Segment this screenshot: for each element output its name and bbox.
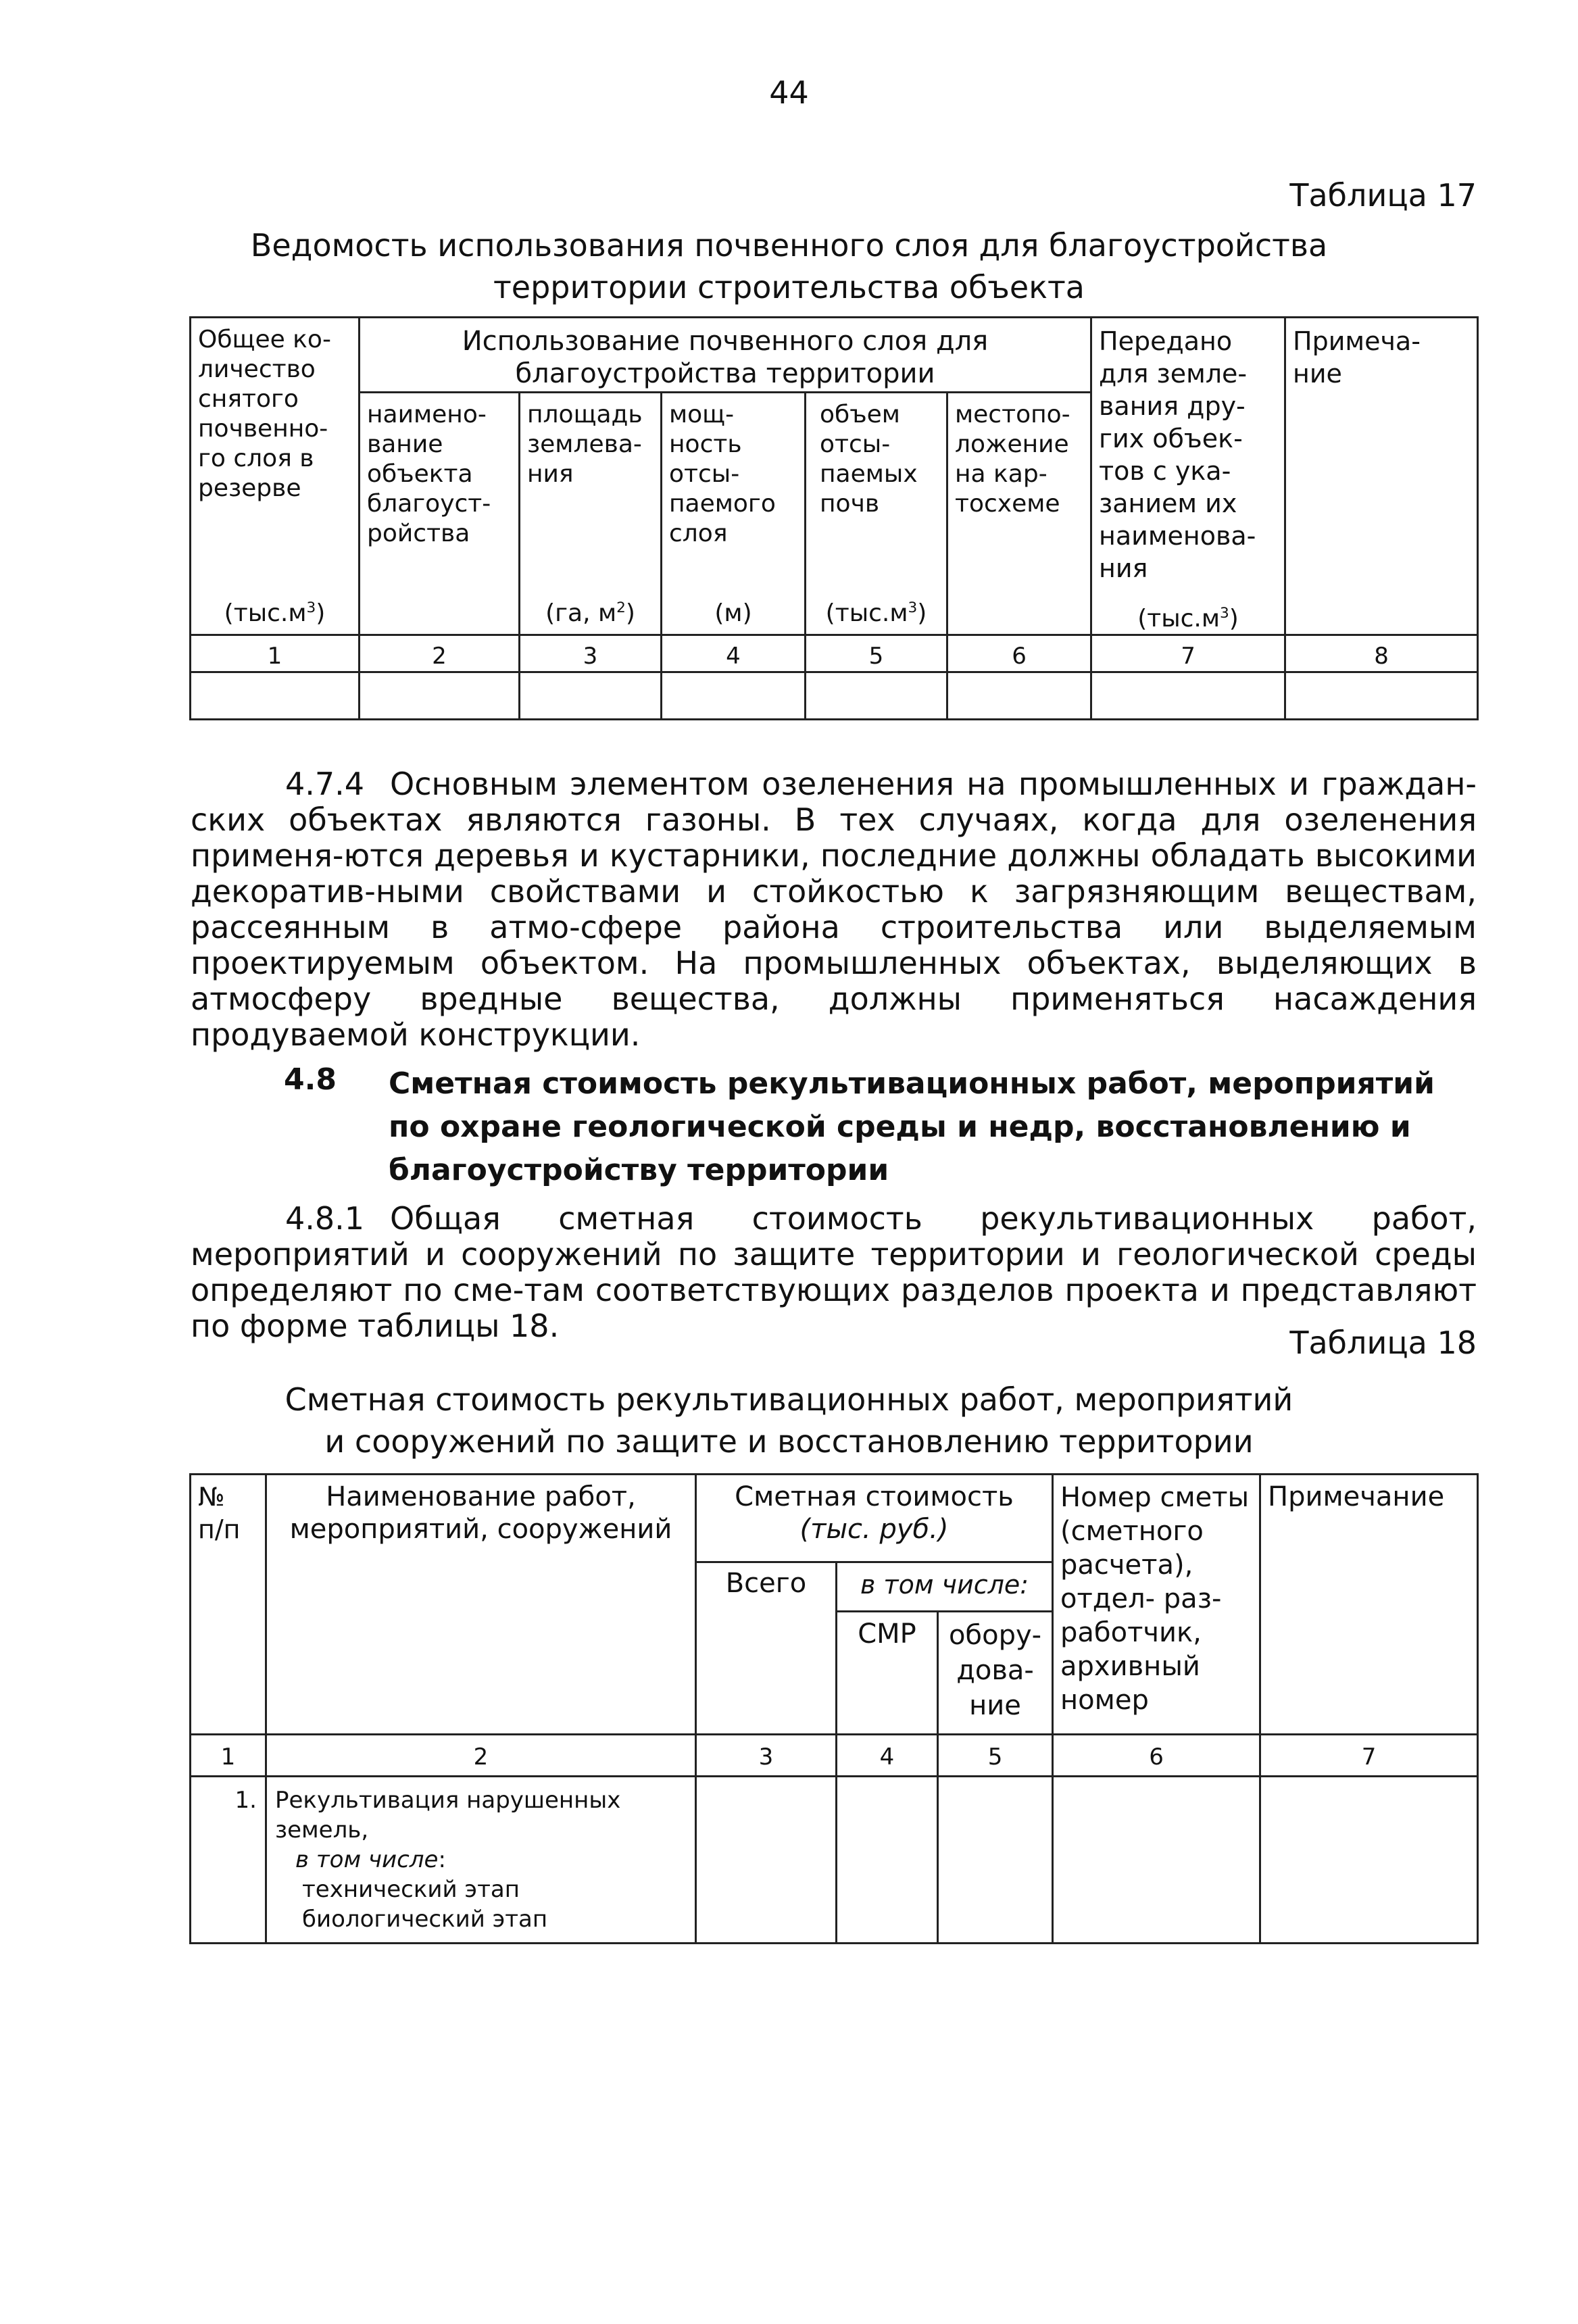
t17-header-transferred-text: Передано для земле- вания дру- гих объек- тов с ука- занием их наименова- ния bbox=[1099, 326, 1256, 583]
t17-header-object-name bbox=[360, 392, 520, 635]
t17-header-total-soil-text: Общее ко- личество снятого почвенно- го слоя в резерве bbox=[198, 326, 331, 502]
t17-empty-cell bbox=[1091, 672, 1285, 720]
table-18-label: Таблица 18 bbox=[1289, 1325, 1477, 1361]
t17-col-number: 6 bbox=[947, 635, 1091, 672]
table-18-title-line2: и сооружений по защите и восстановлению территории bbox=[324, 1423, 1254, 1460]
t18-header-cost-group bbox=[696, 1475, 1053, 1562]
page-number: 44 bbox=[769, 74, 809, 111]
t17-col-number: 8 bbox=[1285, 635, 1478, 672]
t17-header-transferred bbox=[1091, 318, 1285, 635]
t18-row1-name bbox=[266, 1777, 696, 1944]
t18-row1-name-line2: земель, bbox=[275, 1816, 369, 1844]
t18-header-name bbox=[266, 1475, 696, 1735]
t18-row1-item-technical: технический этап bbox=[302, 1876, 520, 1903]
t17-header-usage-group bbox=[360, 318, 1091, 393]
t18-header-including-text: в том числе: bbox=[860, 1570, 1029, 1600]
t18-header-total-text: Всего bbox=[725, 1568, 807, 1599]
t18-col-number: 3 bbox=[696, 1735, 837, 1777]
t18-empty-cell bbox=[1260, 1777, 1478, 1944]
t17-header-area-text: площадь землева- ния bbox=[527, 400, 643, 488]
table-18 bbox=[189, 1473, 1479, 1944]
t17-header-volume-unit: $(тыс.м^3)$ bbox=[825, 599, 927, 627]
t18-row1-name-text bbox=[267, 1777, 695, 1942]
t18-header-note bbox=[1260, 1475, 1478, 1735]
t17-header-thickness-text: мощ- ность отсы- паемого слоя bbox=[669, 400, 776, 547]
t18-header-including bbox=[837, 1562, 1053, 1612]
t17-header-total-soil-unit: $(тыс.м^3)$ bbox=[224, 599, 326, 627]
t17-header-total-soil bbox=[191, 318, 360, 635]
t18-row1-item-biological: биологический этап bbox=[302, 1906, 548, 1933]
t18-row1-number-text: 1. bbox=[235, 1787, 257, 1814]
t18-header-smr bbox=[837, 1612, 938, 1735]
t17-empty-cell bbox=[1285, 672, 1478, 720]
section-4-8-number: 4.8 bbox=[284, 1062, 337, 1097]
t17-col-number: 1 bbox=[191, 635, 360, 672]
t17-empty-cell bbox=[360, 672, 520, 720]
section-4-8-title: Сметная стоимость рекультивационных работ, мероприятий по охране геологической среды и недр, восстановлению и благоустройству территории bbox=[389, 1066, 1435, 1187]
t17-header-location bbox=[947, 392, 1091, 635]
t18-header-note-text: Примечание bbox=[1268, 1481, 1445, 1512]
table-17 bbox=[189, 316, 1479, 720]
t18-col-number: 5 bbox=[938, 1735, 1053, 1777]
t18-header-cost-title: Сметная стоимость bbox=[735, 1481, 1014, 1512]
t18-col-number: 2 bbox=[266, 1735, 696, 1777]
t17-header-thickness bbox=[662, 392, 806, 635]
t17-header-thickness-unit: (м) bbox=[714, 599, 752, 627]
t18-col-number: 7 bbox=[1260, 1735, 1478, 1777]
t18-header-estimate-number-text: Номер сметы (сметного расчета), отдел- раз- работчик, архивный номер bbox=[1060, 1482, 1250, 1716]
t18-empty-cell bbox=[696, 1777, 837, 1944]
t18-header-number bbox=[191, 1475, 266, 1735]
t17-header-area bbox=[520, 392, 662, 635]
t17-empty-cell bbox=[662, 672, 806, 720]
t18-empty-cell bbox=[938, 1777, 1053, 1944]
t17-header-area-unit: (га, $м^2$) bbox=[545, 599, 635, 627]
paragraph-4-7-4-number: 4.7.4 bbox=[285, 766, 365, 802]
t17-header-note-text: Примеча- ние bbox=[1293, 326, 1421, 389]
t17-col-number: 7 bbox=[1091, 635, 1285, 672]
table-18-title-line1: Сметная стоимость рекультивационных работ, мероприятий bbox=[285, 1381, 1293, 1418]
t17-col-number: 3 bbox=[520, 635, 662, 672]
t17-header-transferred-unit: $(тыс.м^3)$ bbox=[1137, 605, 1239, 633]
paragraph-4-7-4-text: Основным элементом озеленения на промышленных и граждан-ских объектах являются газоны. В тех случаях, когда для озеленения применя-ются деревья и кустарники, последние должны обладать высокими декоратив-ными свойствами и стойкостью к загрязняющим веществам, рассеянным в атмо-сфере района строительства или выделяемым проектируемым объектом. На промышленных объектах, выделяющих в атмосферу вредные вещества, должны применяться насаждения продуваемой конструкции. bbox=[191, 766, 1477, 1053]
t17-empty-cell bbox=[520, 672, 662, 720]
t18-row1-number bbox=[191, 1777, 266, 1944]
paragraph-4-7-4 bbox=[191, 766, 1477, 1053]
t18-col-number: 4 bbox=[837, 1735, 938, 1777]
table-17-label: Таблица 17 bbox=[1289, 177, 1477, 214]
t17-header-usage-group-text: Использование почвенного слоя для благоустройства территории bbox=[462, 326, 989, 389]
paragraph-4-8-1-number: 4.8.1 bbox=[285, 1200, 365, 1237]
t18-empty-cell bbox=[837, 1777, 938, 1944]
t18-row1-including: в том числе: bbox=[295, 1846, 446, 1873]
t17-col-number: 4 bbox=[662, 635, 806, 672]
paragraph-4-8-1 bbox=[191, 1201, 1477, 1344]
t18-col-number: 1 bbox=[191, 1735, 266, 1777]
t18-header-cost-unit: (тыс. руб.) bbox=[799, 1514, 949, 1545]
t18-row1-name-line1: Рекультивация нарушенных bbox=[275, 1787, 621, 1814]
t17-empty-cell bbox=[806, 672, 947, 720]
paragraph-4-8-1-text: Общая сметная стоимость рекультивационных работ, мероприятий и сооружений по защите территории и геологической среды определяют по сме-там соответствующих разделов проекта и представляют по форме таблицы 18. bbox=[191, 1200, 1477, 1344]
t17-header-note bbox=[1285, 318, 1478, 635]
t17-header-volume bbox=[806, 392, 947, 635]
t17-col-number: 5 bbox=[806, 635, 947, 672]
table-18-title bbox=[0, 1379, 1578, 1462]
t17-header-object-name-text: наимено- вание объекта благоуст- ройства bbox=[367, 400, 491, 547]
t18-empty-cell bbox=[1053, 1777, 1260, 1944]
t18-header-equipment bbox=[938, 1612, 1053, 1735]
table-17-title-line1: Ведомость использования почвенного слоя для благоустройства bbox=[250, 227, 1328, 264]
t17-empty-cell bbox=[191, 672, 360, 720]
t18-header-equipment-text: обору- дова- ние bbox=[948, 1620, 1042, 1721]
table-17-title-line2: территории строительства объекта bbox=[493, 269, 1085, 305]
t18-header-estimate-number bbox=[1053, 1475, 1260, 1735]
t18-header-smr-text: СМР bbox=[858, 1618, 916, 1650]
t18-header-name-text: Наименование работ, мероприятий, сооружений bbox=[289, 1481, 672, 1545]
t18-col-number: 6 bbox=[1053, 1735, 1260, 1777]
t17-header-location-text: местопо- ложение на кар- тосхеме bbox=[955, 400, 1070, 518]
t17-col-number: 2 bbox=[360, 635, 520, 672]
t17-empty-cell bbox=[947, 672, 1091, 720]
t18-header-total bbox=[696, 1562, 837, 1735]
t17-header-volume-text: объем отсы- паемых почв bbox=[820, 400, 918, 518]
t18-header-number-text: № п/п bbox=[198, 1482, 241, 1544]
table-17-title bbox=[0, 224, 1578, 308]
